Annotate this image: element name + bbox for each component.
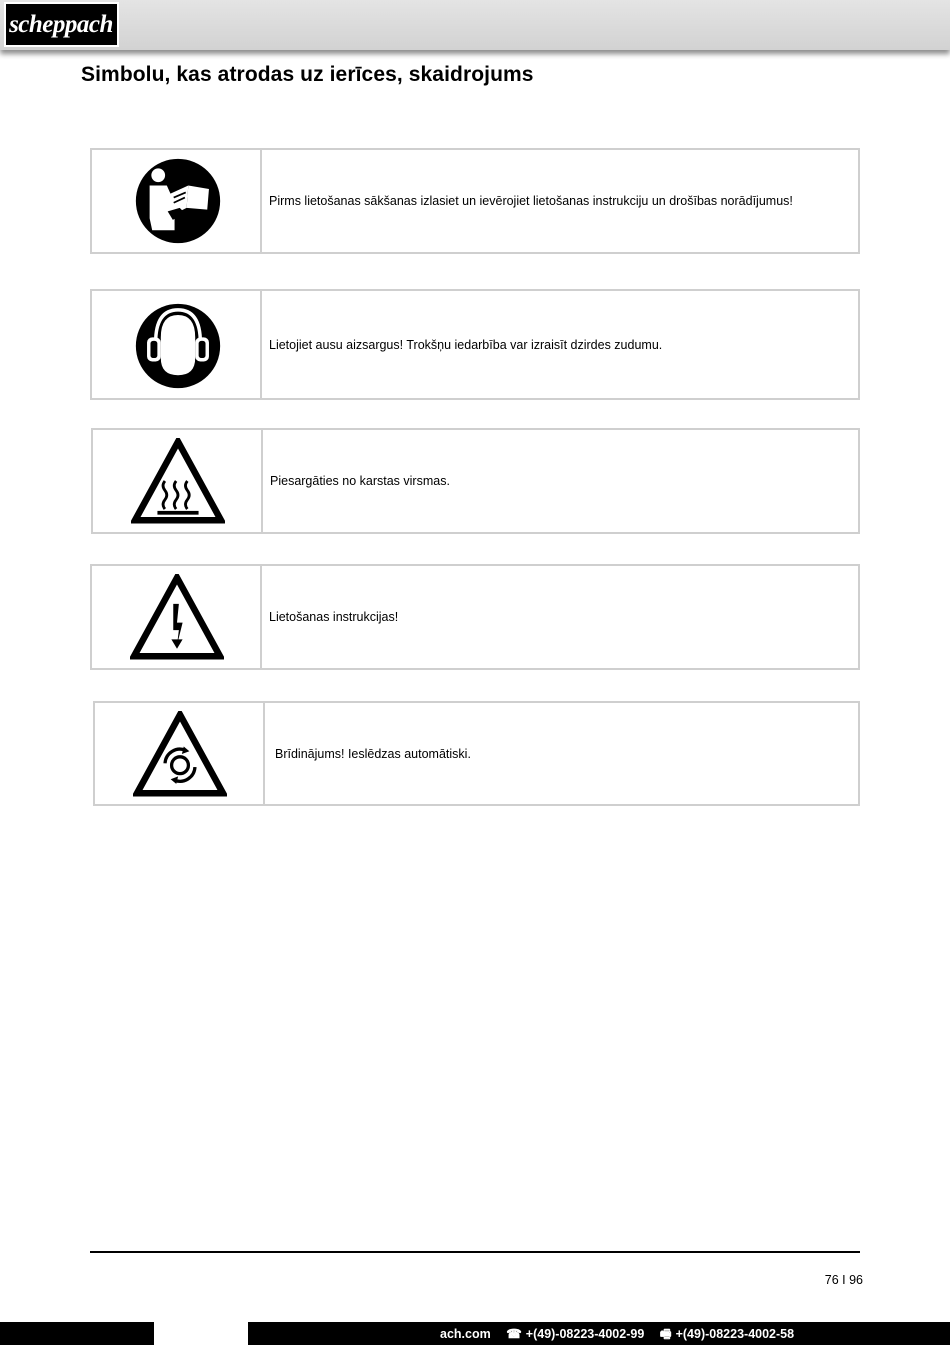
footer-bar-left	[0, 1322, 154, 1345]
footer-divider	[90, 1251, 860, 1253]
page-number: 76 I 96	[824, 1273, 863, 1287]
symbol-description: Lietošanas instrukcijas!	[269, 610, 399, 624]
symbol-icon-cell	[95, 703, 265, 804]
fax-number: +(49)-08223-4002-58	[675, 1327, 795, 1341]
header-bar	[0, 0, 950, 50]
phone-icon: ☎	[506, 1327, 522, 1341]
symbol-description: Piesargāties no karstas virsmas.	[270, 474, 450, 488]
scheppach-logo	[4, 2, 119, 47]
symbol-row-ear-protection	[90, 289, 860, 400]
ear-protection-icon	[135, 303, 221, 389]
logo-text: scheppach	[9, 11, 113, 38]
automatic-start-warning-icon	[133, 711, 227, 797]
electric-shock-warning-icon	[130, 574, 224, 660]
symbol-description: Pirms lietošanas sākšanas izlasiet un ievērojiet lietošanas instrukciju un drošības norādījumus!	[269, 194, 793, 208]
hot-surface-warning-icon	[131, 438, 225, 524]
symbol-icon-cell	[92, 150, 262, 252]
symbol-icon-cell	[92, 566, 262, 668]
symbol-row-hot-surface	[91, 428, 860, 534]
symbol-row-automatic-start	[93, 701, 860, 806]
symbol-row-electric-shock	[90, 564, 860, 670]
read-manual-icon	[135, 158, 221, 244]
website-link[interactable]: ach.com	[440, 1327, 491, 1341]
symbol-icon-cell	[93, 430, 263, 532]
fax-icon: 🖷	[659, 1327, 672, 1341]
symbol-row-read-manual	[90, 148, 860, 254]
footer-contact	[440, 1325, 806, 1346]
phone-number: +(49)-08223-4002-99	[525, 1327, 645, 1341]
symbol-description: Lietojiet ausu aizsargus! Trokšņu iedarbība var izraisīt dzirdes zudumu.	[269, 338, 663, 352]
page-title: Simbolu, kas atrodas uz ierīces, skaidrojums	[81, 63, 534, 86]
symbol-description: Brīdinājums! Ieslēdzas automātiski.	[275, 747, 471, 761]
symbol-icon-cell	[92, 291, 262, 398]
